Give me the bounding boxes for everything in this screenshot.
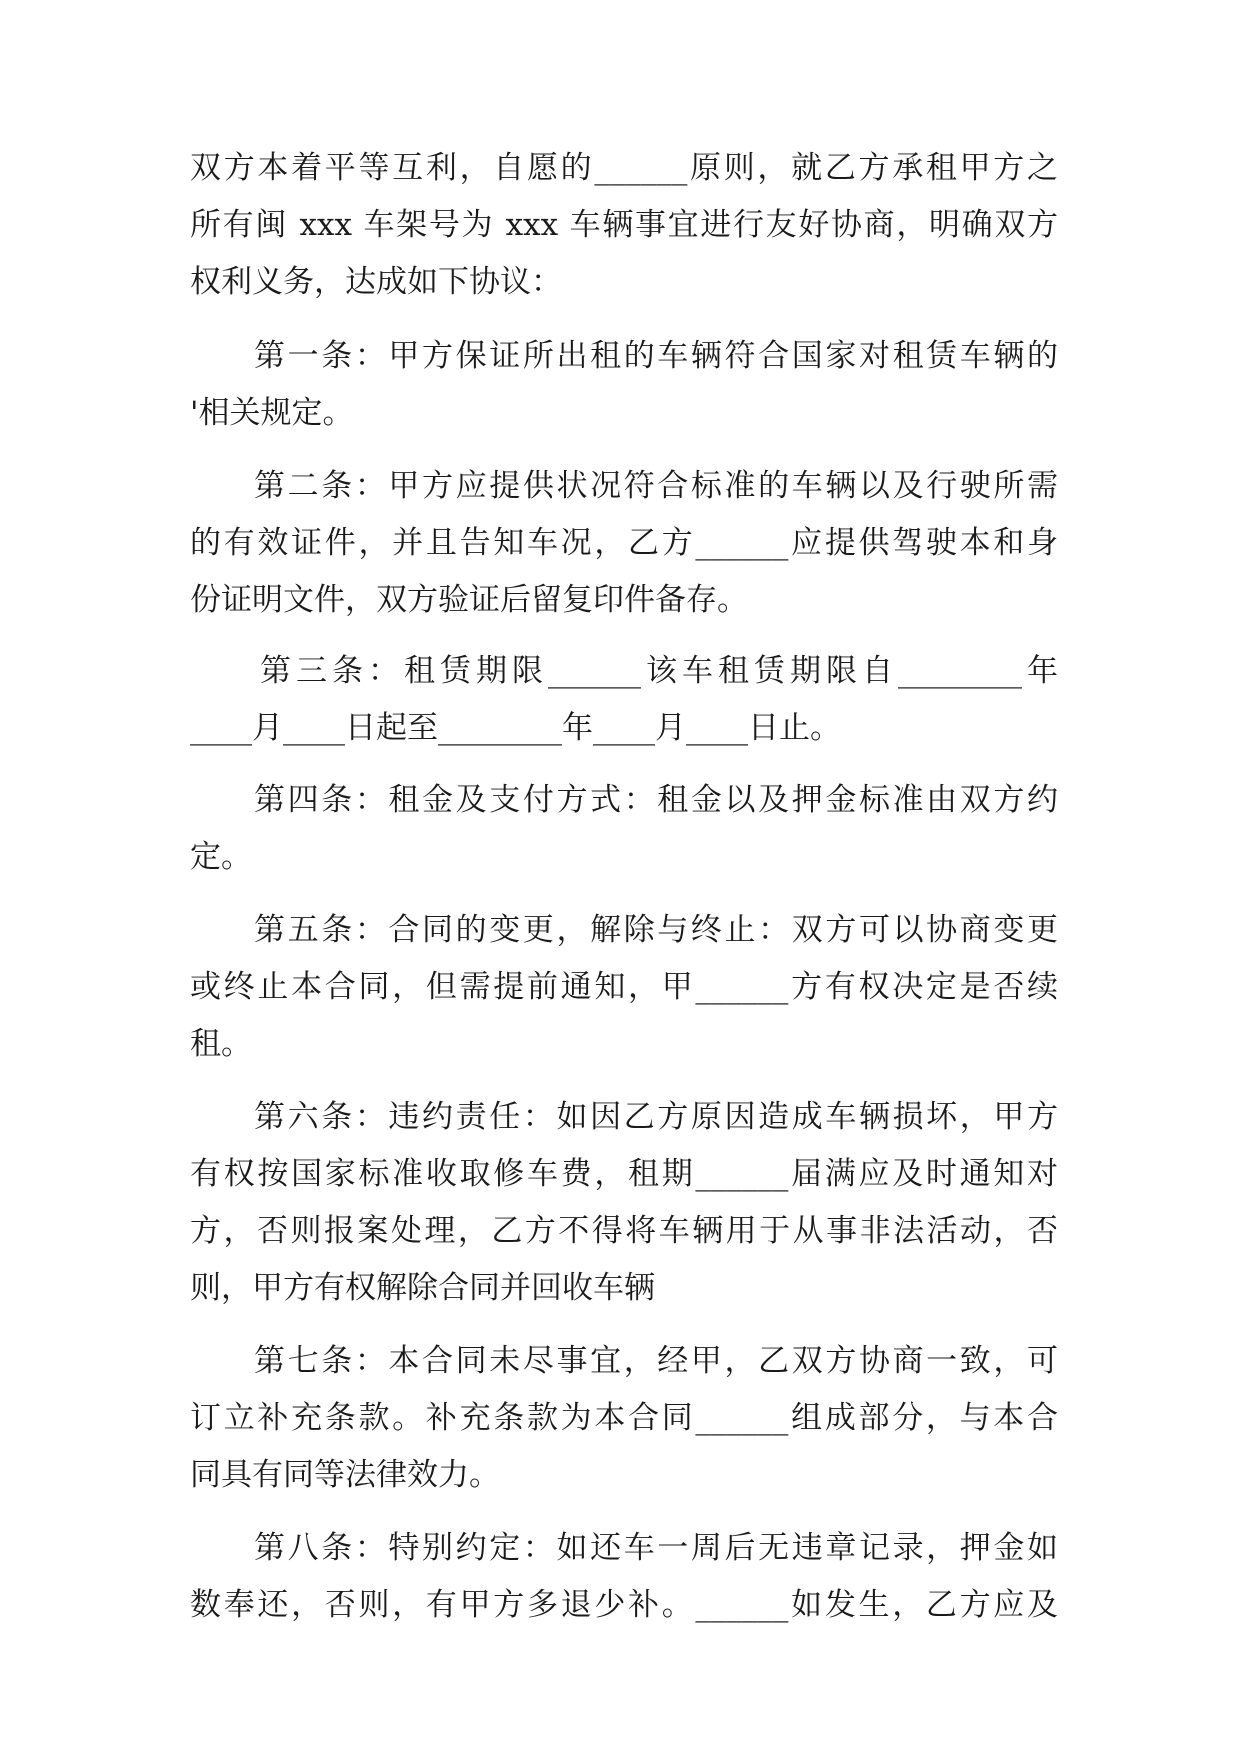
text-line: ____月____日起至________年____月____日止。 [190,710,841,746]
clause-5-line: 第五条：合同的变更，解除与终止：双方可以协商变更 [254,912,1058,948]
clause-3-line: 第三条：租赁期限______该车租赁期限自________年 [260,653,1058,689]
clause-6-line: 第六条：违约责任：如因乙方原因造成车辆损坏，甲方 [254,1099,1058,1135]
text-line: 权利义务，达成如下协议： [190,264,562,300]
text-line: 双方本着平等互利，自愿的______原则，就乙方承租甲方之 [190,150,1058,186]
text-line: 的有效证件，并且告知车况，乙方______应提供驾驶本和身 [190,525,1058,561]
text-line: 份证明文件，双方验证后留复印件备存。 [190,582,748,618]
clause-2-line: 第二条：甲方应提供状况符合标准的车辆以及行驶所需 [254,468,1058,504]
text-line: 租。 [190,1026,252,1062]
text-line: 所有闽 xxx 车架号为 xxx 车辆事宜进行友好协商，明确双方 [190,207,1058,243]
text-line: 定。 [190,839,252,875]
text-line: 数奉还，否则，有甲方多退少补。______如发生，乙方应及 [190,1587,1058,1623]
clause-4-line: 第四条：租金及支付方式：租金以及押金标准由双方约 [254,782,1058,818]
text-line: 订立补充条款。补充条款为本合同______组成部分，与本合 [190,1400,1058,1436]
text-line: 则，甲方有权解除合同并回收车辆 [190,1270,655,1306]
clause-1-line: 第一条：甲方保证所出租的车辆符合国家对租赁车辆的 [254,338,1058,374]
clause-7-line: 第七条：本合同未尽事宜，经甲，乙双方协商一致，可 [254,1343,1058,1379]
text-line: 有权按国家标准收取修车费，租期______届满应及时通知对 [190,1156,1058,1192]
text-line: 同具有同等法律效力。 [190,1457,500,1493]
text-line: 或终止本合同，但需提前通知，甲______方有权决定是否续 [190,969,1058,1005]
text-line: 方，否则报案处理，乙方不得将车辆用于从事非法活动，否 [190,1213,1058,1249]
clause-8-line: 第八条：特别约定：如还车一周后无违章记录，押金如 [254,1530,1058,1566]
text-line: '相关规定。 [190,395,354,431]
